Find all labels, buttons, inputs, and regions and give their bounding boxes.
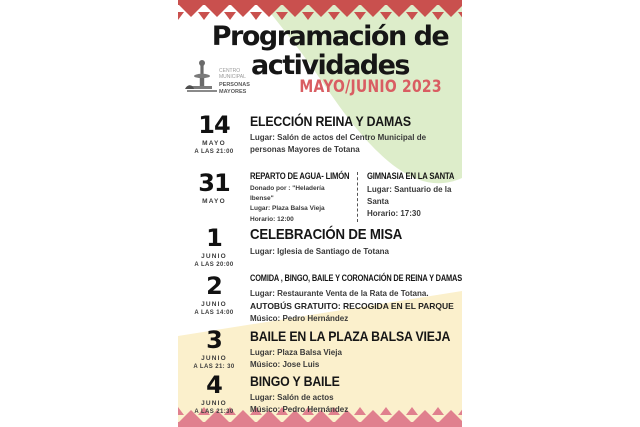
org-name-line4: MAYORES: [219, 89, 247, 95]
event-month: JUNIO: [201, 301, 227, 308]
event-section: [250, 373, 456, 416]
event-title: BAILE EN LA PLAZA BALSA VIEJA: [250, 328, 451, 344]
event-time: A LAS 21:00: [194, 148, 234, 155]
event-month: JUNIO: [201, 355, 227, 362]
event-date: [180, 373, 248, 415]
event-content: [250, 373, 456, 416]
event-detail: Donado por : "Heladería Ibense": [250, 185, 325, 203]
event-date: [180, 113, 248, 155]
org-name-line3: PERSONAS: [219, 82, 250, 88]
event-day: 31: [198, 169, 230, 197]
org-name-line1: CENTRO: [219, 68, 241, 74]
event-detail: Lugar: Plaza Balsa Vieja: [250, 205, 325, 213]
event-detail: Lugar: Salón de actos del Centro Municipal de personas Mayores de Totana: [250, 133, 427, 155]
event-month: JUNIO: [201, 400, 227, 407]
event-day: 4: [206, 371, 222, 399]
event-detail: Lugar: Salón de actos: [250, 393, 334, 403]
event-detail: Lugar: Santuario de la Santa: [367, 185, 452, 207]
event-title: GIMNASIA EN LA SANTA: [367, 171, 455, 181]
event-date: [180, 274, 248, 316]
event-detail: Lugar: Plaza Balsa Vieja: [250, 348, 342, 358]
event-month: MAYO: [202, 198, 226, 205]
activity-poster: [178, 0, 462, 427]
event-day: 3: [206, 326, 222, 354]
org-name-line2: MUNICIPAL: [219, 74, 246, 80]
event-title: ELECCIÓN REINA Y DAMAS: [250, 113, 411, 129]
event-day: 14: [198, 111, 230, 139]
event-day: 1: [206, 224, 222, 252]
event-detail: AUTOBÚS GRATUITO: RECOGIDA EN EL PARQUE: [250, 300, 454, 311]
event-date: [180, 226, 248, 268]
event-date: [180, 171, 248, 205]
event-day: 2: [206, 272, 222, 300]
events-list: [178, 0, 462, 427]
event-detail: Horario: 17:30: [367, 209, 421, 219]
event-detail: Lugar: Iglesia de Santiago de Totana: [250, 247, 389, 257]
event-month: JUNIO: [201, 253, 227, 260]
event-title: CELEBRACIÓN DE MISA: [250, 226, 403, 243]
page-title-line2: actividades: [251, 50, 409, 82]
event-month: MAYO: [202, 140, 226, 147]
event-title: REPARTO DE AGUA- LIMÓN: [250, 171, 350, 181]
event-title: BINGO Y BAILE: [250, 373, 340, 389]
event-section: [367, 171, 456, 220]
event-section: [250, 171, 350, 225]
event-date: [180, 328, 248, 370]
event-content: [250, 273, 463, 325]
event-detail: Músico: Jose Luis: [250, 360, 320, 370]
event-section: [250, 113, 456, 156]
column-divider: [357, 172, 358, 222]
event-detail: Músico: Pedro Hernández: [250, 405, 349, 415]
page-title-line1: Programación de: [211, 21, 449, 52]
event-time: A LAS 14:00: [194, 309, 234, 316]
date-range-subtitle: MAYO/JUNIO 2023: [299, 77, 442, 97]
event-content: [250, 328, 456, 371]
event-time: A LAS 20:00: [194, 261, 234, 268]
event-section: [250, 273, 463, 325]
event-content: [250, 226, 456, 258]
event-content: [250, 113, 456, 156]
event-title: COMIDA , BINGO, BAILE Y CORONACIÓN DE REINA Y DAMAS: [250, 273, 463, 284]
event-time: A LAS 21: 30: [193, 363, 235, 370]
event-section: [250, 328, 456, 371]
event-time: A LAS 21:30: [194, 408, 234, 415]
event-detail: Lugar: Restaurante Venta de la Rata de Totana.: [250, 288, 429, 298]
event-detail: Músico: Pedro Hernández: [250, 313, 349, 323]
event-detail: Horario: 12:00: [250, 215, 294, 223]
event-section: [250, 226, 456, 258]
